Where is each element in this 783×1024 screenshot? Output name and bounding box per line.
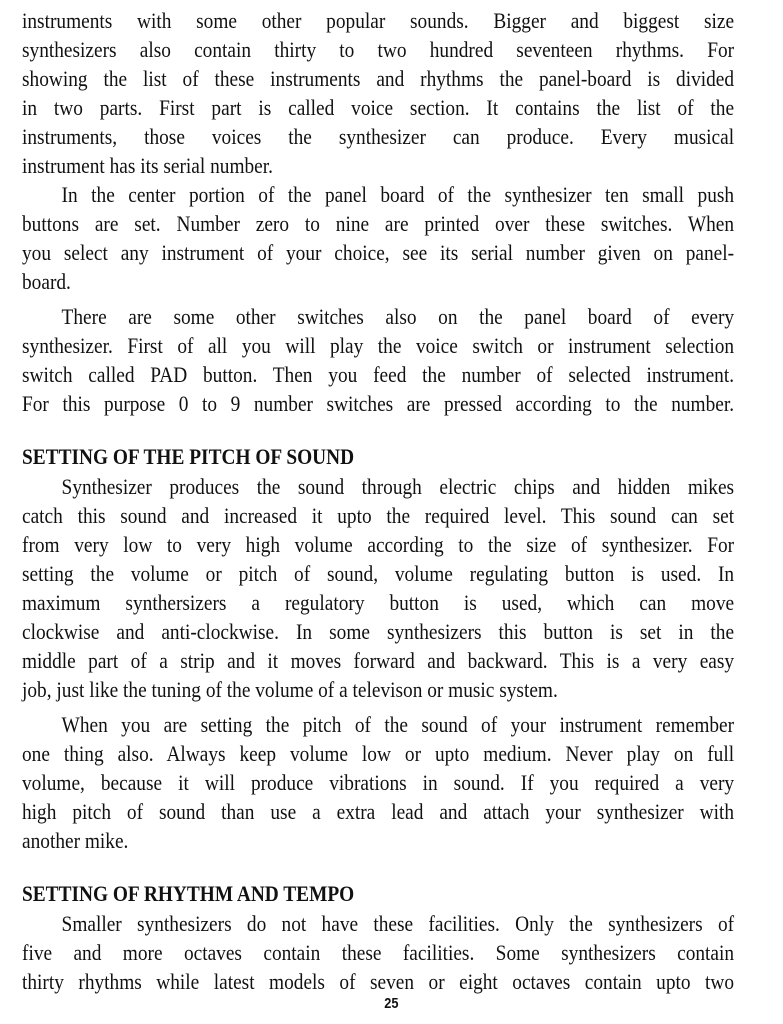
text-line: instruments with some other popular sounds. Bigger and biggest size (22, 8, 735, 33)
text-line: thirty rhythms while latest models of seven or eight octaves contain upto two (22, 969, 735, 994)
text-line: For this purpose 0 to 9 number switches are pressed according to the number. (22, 391, 735, 416)
paragraph-rhythm-tempo (22, 909, 734, 996)
text-line: clockwise and anti-clockwise. In some synthesizers this button is set in the (22, 619, 735, 644)
text-line: catch this sound and increased it upto the required level. This sound can set (22, 503, 735, 528)
paragraph-other-switches (22, 302, 734, 418)
text-line: instruments, those voices the synthesizer can produce. Every musical (22, 124, 735, 149)
text-line: volume, because it will produce vibrations in sound. If you required a very (22, 770, 735, 795)
text-line: another mike. (22, 828, 129, 853)
section-heading-rhythm: SETTING OF RHYTHM AND TEMPO (22, 881, 355, 906)
text-line: In the center portion of the panel board of the synthesizer ten small push (61, 182, 735, 207)
text-line: When you are setting the pitch of the sound of your instrument remember (61, 712, 735, 737)
text-line: buttons are set. Number zero to nine are printed over these switches. When (22, 211, 735, 236)
text-line: synthesizer. First of all you will play the voice switch or instrument selection (22, 333, 735, 358)
text-line: There are some other switches also on the panel board of every (61, 304, 735, 329)
text-line: you select any instrument of your choice, see its serial number given on panel- (22, 240, 735, 265)
text-line: board. (22, 269, 71, 294)
section-heading-pitch: SETTING OF THE PITCH OF SOUND (22, 444, 355, 469)
text-line: high pitch of sound than use a extra lead and attach your synthesizer with (22, 799, 735, 824)
text-line: from very low to very high volume according to the size of synthesizer. For (22, 532, 735, 557)
text-line: setting the volume or pitch of sound, volume regulating button is used. In (22, 561, 735, 586)
paragraph-push-buttons (22, 180, 734, 296)
paragraph-voice-section (22, 6, 734, 180)
section-spacer (22, 418, 734, 442)
section-spacer (22, 855, 734, 879)
paragraph-pitch-setting (22, 472, 734, 704)
text-line: middle part of a strip and it moves forward and backward. This is a very easy (22, 648, 735, 673)
paragraph-volume-advice (22, 710, 734, 855)
text-line: showing the list of these instruments and rhythms the panel-board is divided (22, 66, 735, 91)
text-line: switch called PAD button. Then you feed the number of selected instrument. (22, 362, 735, 387)
document-page (22, 6, 734, 996)
text-line: in two parts. First part is called voice section. It contains the list of the (22, 95, 735, 120)
text-line: five and more octaves contain these facilities. Some synthesizers contain (22, 940, 735, 965)
text-line: synthesizers also contain thirty to two hundred seventeen rhythms. For (22, 37, 735, 62)
text-line: maximum synthersizers a regulatory button is used, which can move (22, 590, 735, 615)
text-line: Smaller synthesizers do not have these facilities. Only the synthesizers of (61, 911, 735, 936)
text-line: instrument has its serial number. (22, 153, 273, 178)
text-line: one thing also. Always keep volume low or upto medium. Never play on full (22, 741, 735, 766)
page-number (0, 995, 783, 1012)
text-line: Synthesizer produces the sound through electric chips and hidden mikes (61, 474, 735, 499)
text-line: job, just like the tuning of the volume of a televison or music system. (22, 677, 558, 702)
page-number-text: 25 (384, 995, 399, 1012)
